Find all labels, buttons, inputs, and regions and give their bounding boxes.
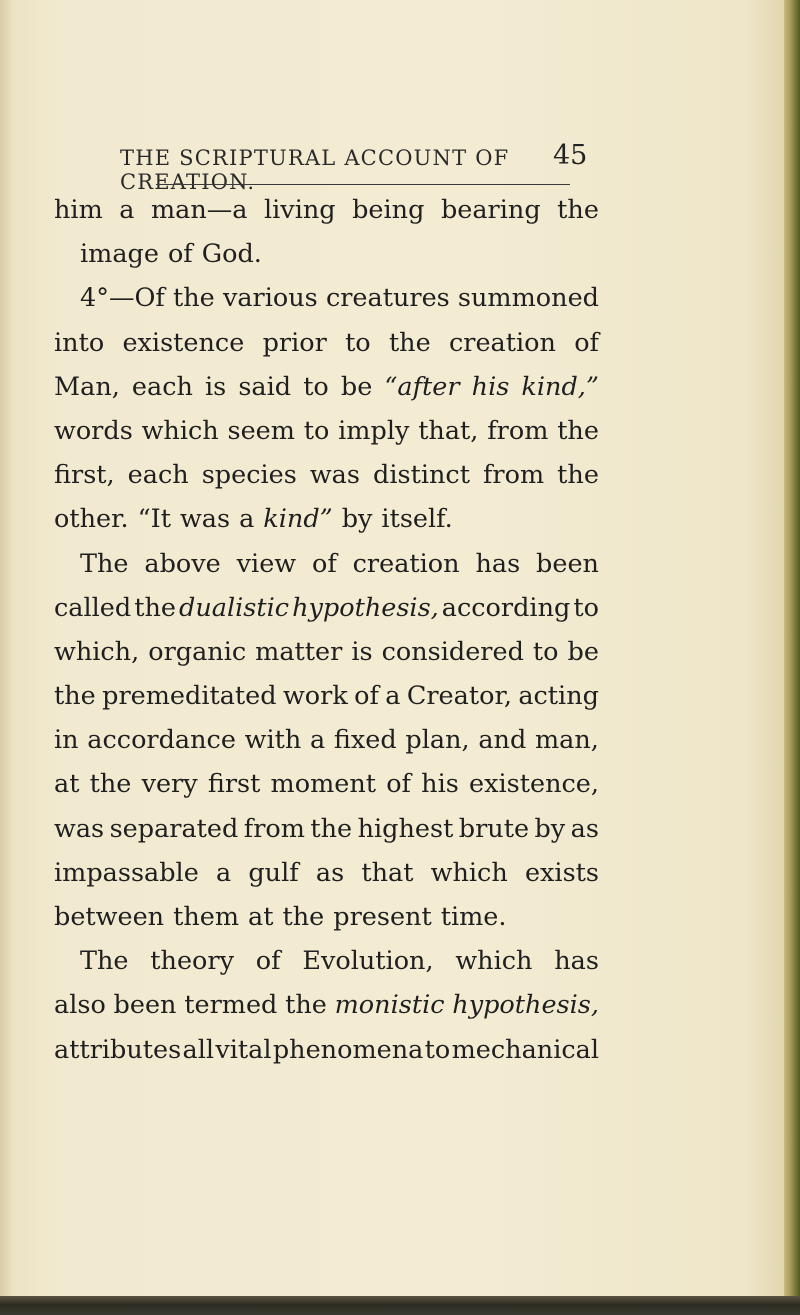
word: matter — [255, 636, 343, 667]
word: the — [134, 592, 176, 623]
word: as — [315, 857, 345, 888]
word: imply — [338, 415, 410, 446]
word: a — [310, 725, 326, 756]
word: the — [557, 415, 599, 446]
word: them — [173, 902, 240, 932]
word: as — [570, 813, 599, 844]
word: above — [144, 548, 221, 579]
italic-word: hypothesis, — [292, 592, 439, 623]
text-line — [54, 409, 599, 453]
word: theory — [150, 946, 235, 977]
word: which, — [54, 636, 140, 667]
word: the — [89, 769, 132, 800]
word: to — [345, 327, 371, 358]
word: and — [478, 725, 527, 756]
word: organic — [148, 636, 247, 667]
word: be — [567, 636, 599, 667]
word: of — [255, 946, 281, 977]
header-rule — [156, 184, 570, 185]
word: The — [80, 946, 129, 977]
word: his — [421, 769, 459, 800]
word: present — [333, 902, 432, 932]
word: at — [248, 902, 274, 932]
word: premeditated — [102, 681, 277, 712]
book-spine-edge — [784, 0, 800, 1315]
text-line — [54, 542, 599, 586]
word: summoned — [457, 283, 599, 314]
word: has — [554, 946, 599, 977]
word: vital — [215, 1034, 272, 1065]
text-line — [54, 232, 599, 276]
word: that — [361, 857, 414, 888]
word: each — [127, 460, 189, 491]
word: from — [482, 460, 545, 491]
word: called — [54, 592, 132, 623]
word: all — [182, 1034, 215, 1065]
word: the — [310, 813, 353, 844]
word: creation — [352, 548, 460, 579]
italic-word: “after — [384, 371, 460, 402]
word: “It — [137, 504, 171, 535]
word: the — [388, 327, 431, 358]
word: brute — [458, 813, 530, 844]
text-line — [54, 674, 599, 718]
word: itself. — [381, 504, 453, 535]
word: phenomena — [272, 1034, 424, 1065]
word: the — [285, 990, 327, 1021]
word: being — [352, 195, 425, 225]
italic-word: his — [471, 371, 510, 402]
word: by — [534, 813, 566, 844]
italic-word: kind” — [263, 504, 333, 535]
word: which — [141, 415, 219, 446]
word: image — [80, 239, 159, 270]
word: existence, — [469, 769, 599, 800]
word: be — [340, 371, 373, 402]
text-line — [54, 586, 599, 630]
italic-word: monistic — [334, 990, 445, 1021]
word: a — [385, 681, 401, 712]
word: that, — [418, 415, 479, 446]
word: a — [215, 857, 232, 888]
running-header-title: THE SCRIPTURAL ACCOUNT OF CREATION. — [120, 146, 510, 194]
word: moment — [270, 769, 377, 800]
text-line — [54, 1028, 599, 1072]
word: the — [54, 681, 96, 712]
text-line — [54, 718, 599, 762]
word: is — [351, 636, 373, 667]
text-line — [54, 453, 599, 497]
word: from — [487, 415, 549, 446]
word: the — [173, 283, 215, 314]
word: according — [441, 592, 571, 623]
word: to — [424, 1034, 451, 1065]
text-line — [54, 939, 599, 983]
word: was — [54, 813, 105, 844]
word: by — [341, 504, 373, 535]
body-text — [54, 188, 599, 1072]
word: of — [386, 769, 411, 800]
word: said — [238, 371, 292, 402]
word: species — [201, 460, 297, 491]
word: which — [430, 857, 508, 888]
word: separated — [109, 813, 239, 844]
word: the — [557, 195, 599, 225]
word: view — [236, 548, 297, 579]
word: a — [239, 504, 255, 535]
word: also — [54, 990, 106, 1021]
text-line — [54, 851, 599, 895]
italic-word: dualistic — [179, 592, 290, 623]
word: was — [309, 460, 360, 491]
word: creatures — [325, 283, 450, 314]
page-number: 45 — [553, 140, 588, 171]
word: first, — [54, 460, 115, 491]
word: of — [167, 239, 193, 270]
text-line — [54, 321, 599, 365]
word: gulf — [248, 857, 299, 888]
word: into — [54, 327, 105, 358]
word: was — [179, 504, 231, 535]
word: of — [574, 327, 599, 358]
word: which — [455, 946, 533, 977]
word: at — [54, 769, 80, 800]
word: plan, — [405, 725, 470, 756]
word: accordance — [87, 725, 236, 756]
word: time. — [440, 902, 507, 932]
word: existence — [122, 327, 245, 358]
word: Man, — [54, 371, 120, 402]
word: been — [536, 548, 599, 579]
word: of — [354, 681, 379, 712]
word: other. — [54, 504, 129, 535]
text-line — [54, 983, 599, 1027]
word: mechanical — [451, 1034, 599, 1065]
word: creation — [448, 327, 556, 358]
word: is — [205, 371, 227, 402]
word: 4°—Of — [80, 283, 165, 314]
page-bottom-edge — [0, 1296, 800, 1315]
word: distinct — [373, 460, 470, 491]
word: acting — [518, 681, 599, 712]
word: exists — [524, 857, 599, 888]
word: with — [244, 725, 302, 756]
word: attributes — [54, 1034, 182, 1065]
word: to — [303, 415, 330, 446]
word: the — [282, 902, 325, 932]
italic-word: kind,” — [521, 371, 599, 402]
word: highest — [357, 813, 454, 844]
text-line — [54, 895, 599, 939]
italic-word: hypothesis, — [452, 990, 599, 1021]
word: impassable — [54, 857, 199, 888]
word: to — [303, 371, 329, 402]
word: living — [263, 195, 336, 225]
word: fixed — [333, 725, 397, 756]
word: considered — [381, 636, 524, 667]
running-header — [120, 140, 600, 194]
text-line — [54, 497, 599, 541]
word: Creator, — [406, 681, 512, 712]
word: first — [207, 769, 261, 800]
word: him — [54, 195, 103, 225]
page-left-edge — [0, 0, 14, 1315]
text-line — [54, 365, 599, 409]
word: been — [113, 990, 177, 1021]
text-line — [54, 807, 599, 851]
word: various — [222, 283, 318, 314]
word: man—a — [150, 195, 248, 225]
word: bearing — [440, 195, 541, 225]
word: of — [311, 548, 337, 579]
word: man, — [535, 725, 599, 756]
text-line — [54, 762, 599, 806]
word: a — [119, 195, 135, 225]
word: God. — [201, 239, 262, 270]
word: between — [54, 902, 165, 932]
word: Evolution, — [302, 946, 434, 977]
word: work — [282, 681, 348, 712]
word: the — [557, 460, 599, 491]
text-line — [54, 188, 599, 232]
word: words — [54, 415, 133, 446]
word: from — [243, 813, 305, 844]
word: seem — [227, 415, 295, 446]
word: in — [54, 725, 79, 756]
word: to — [532, 636, 559, 667]
word: to — [573, 592, 599, 623]
word: has — [475, 548, 521, 579]
text-line — [54, 276, 599, 320]
word: The — [80, 548, 129, 579]
word: each — [131, 371, 193, 402]
word: termed — [184, 990, 278, 1021]
word: prior — [262, 327, 327, 358]
word: very — [141, 769, 198, 800]
text-line — [54, 630, 599, 674]
